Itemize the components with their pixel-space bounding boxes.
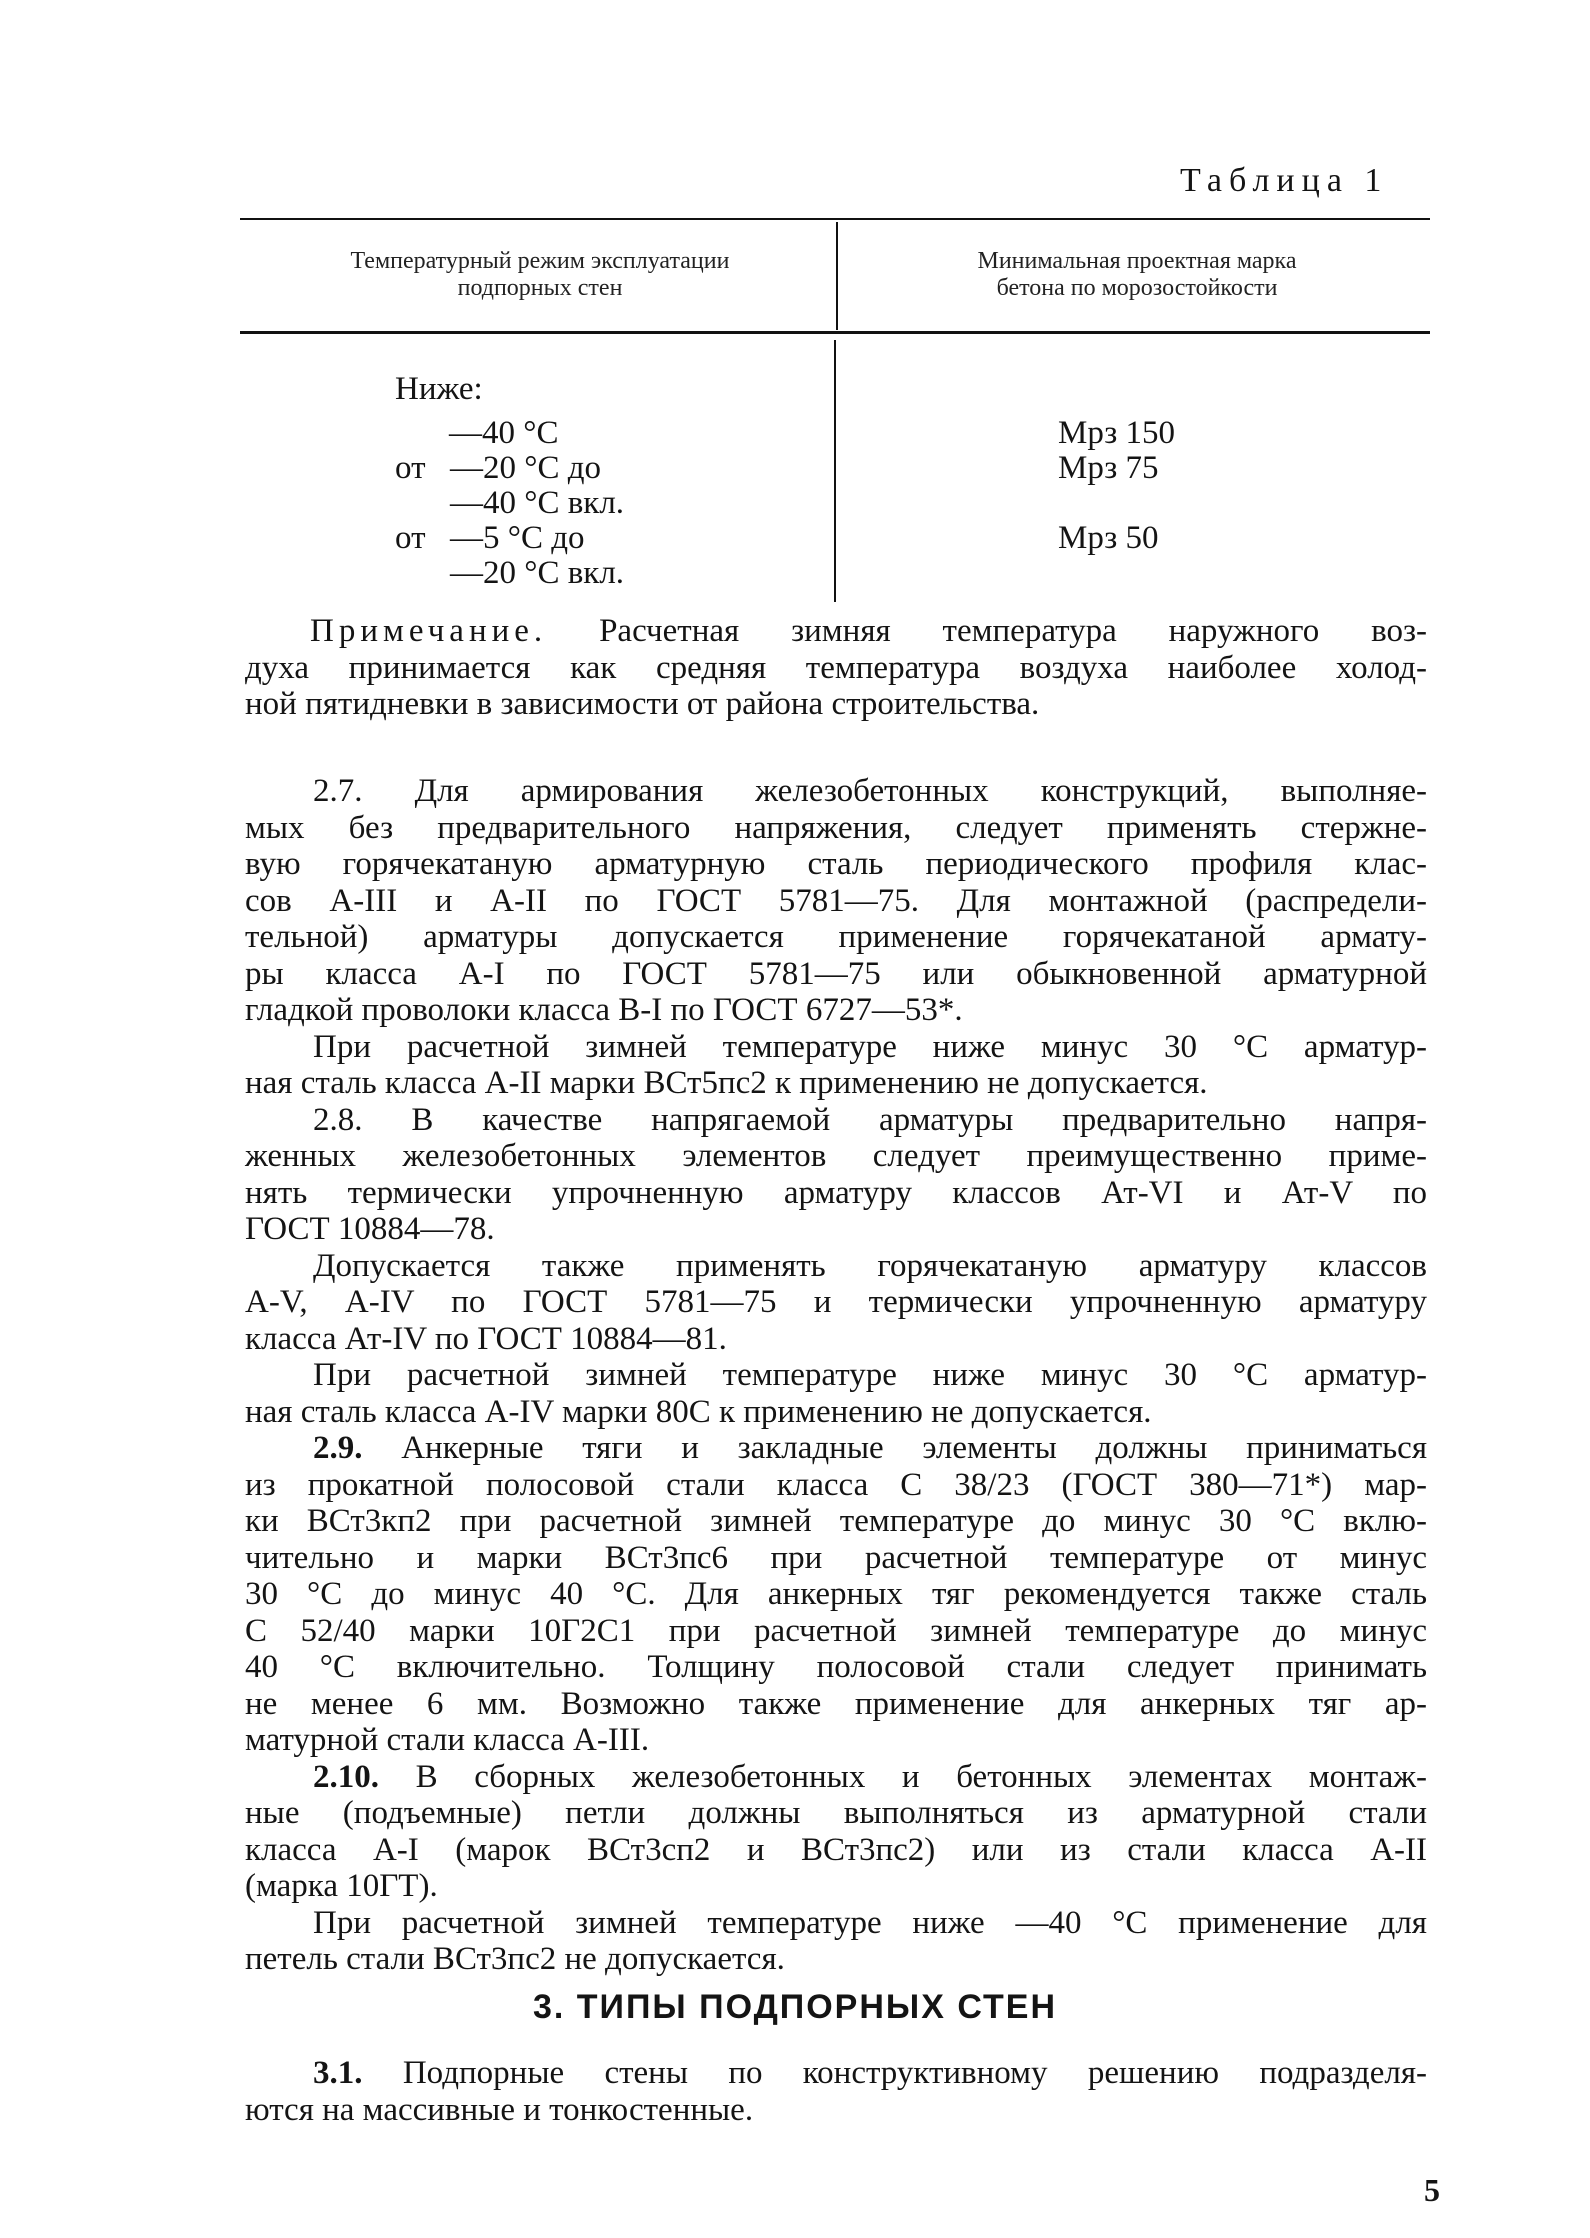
table-note: [245, 613, 1427, 723]
paragraph-line: ная сталь класса А-IV марки 80С к применению не допускается.: [245, 1393, 1152, 1430]
frost-grade: Мрз 150: [1058, 415, 1176, 451]
header-right-line: бетона по морозостойкости: [996, 275, 1278, 301]
paragraph-line: Допускается также применять горячекатаную арматуру классов: [313, 1247, 1427, 1284]
paragraph-line: 40 °С включительно. Толщину полосовой стали следует принимать: [245, 1649, 1427, 1685]
temperature-prefix: от: [395, 450, 426, 486]
paragraph-line: 2.8. В качестве напрягаемой арматуры предварительно напря-: [313, 1101, 1427, 1138]
body-column-divider: [834, 340, 836, 602]
frost-grade: Мрз 50: [1058, 520, 1159, 556]
note-line: Примечание. Расчетная зимняя температура наружного воз-: [310, 613, 1427, 649]
paragraph-line: ГОСТ 10884—78.: [245, 1211, 495, 1247]
header-column-divider: [836, 222, 838, 330]
frost-grade: Мрз 75: [1058, 450, 1159, 486]
paragraph-line: ная сталь класса А-II марки ВСт5пс2 к применению не допускается.: [245, 1065, 1208, 1101]
temperature-value: —20 °С до: [450, 450, 601, 486]
header-right-line: Минимальная проектная марка: [977, 248, 1297, 274]
table-body-left: [395, 372, 624, 591]
paragraph-line: 2.10. В сборных железобетонных и бетонных элементах монтаж-: [313, 1758, 1428, 1795]
paragraph-line: класса А-I (марок ВСт3сп2 и ВСт3пс2) или из стали класса А-II: [245, 1831, 1427, 1868]
table-body-right: [1058, 416, 1175, 556]
paragraph-line: класса Ат-IV по ГОСТ 10884—81.: [245, 1320, 727, 1357]
temperature-value: —40 °С вкл.: [450, 485, 625, 521]
paragraph-line: 2.7. Для армирования железобетонных конструкций, выполняе-: [313, 773, 1428, 809]
paragraph-line: При расчетной зимней температуре ниже минус 30 °С арматур-: [313, 1028, 1427, 1065]
paragraph-line: 30 °С до минус 40 °С. Для анкерных тяг рекомендуется также сталь: [245, 1576, 1427, 1612]
paragraph-line: 3.1. Подпорные стены по конструктивному решению подразделя-: [313, 2055, 1427, 2091]
paragraph-line: При расчетной зимней температуре ниже —40 °С применение для: [313, 1904, 1427, 1941]
paragraph-number: 2.8.: [313, 1101, 363, 1138]
temperature-value: —40 °С: [449, 415, 559, 451]
paragraph-line: мых без предварительного напряжения, следует применять стержне-: [245, 809, 1427, 846]
paragraph-line: С 52/40 марки 10Г2С1 при расчетной зимней температуре до минус: [245, 1612, 1427, 1649]
paragraph-line: ные (подъемные) петли должны выполняться из арматурной стали: [245, 1795, 1427, 1831]
temperature-prefix: от: [395, 520, 426, 556]
paragraph-line: женных железобетонных элементов следует преимущественно приме-: [245, 1138, 1427, 1174]
table-caption: Таблица 1: [1180, 162, 1389, 199]
temperature-row: [395, 556, 624, 591]
table-header-rule: [240, 331, 1430, 334]
section-text: [245, 2055, 1427, 2128]
paragraph-line: (марка 10ГТ).: [245, 1868, 438, 1904]
header-left-line: подпорных стен: [457, 275, 623, 301]
paragraph-number: 2.9.: [313, 1430, 363, 1466]
paragraph-line: При расчетной зимней температуре ниже минус 30 °С арматур-: [313, 1357, 1427, 1393]
frost-grade: [1058, 486, 1175, 521]
paragraph-line: сов А-III и А-II по ГОСТ 5781—75. Для монтажной (распредели-: [245, 882, 1427, 919]
header-left-cell: [250, 248, 830, 302]
paragraph-line: ки ВСт3кп2 при расчетной зимней температуре до минус 30 °С вклю-: [245, 1503, 1427, 1539]
paragraph-number: 2.10.: [313, 1758, 379, 1795]
paragraph-number: 2.7.: [313, 773, 363, 809]
paragraph-line: тельной) арматуры допускается применение горячекатаной армату-: [245, 919, 1427, 955]
note-line: духа принимается как средняя температура воздуха наиболее холод-: [245, 649, 1427, 686]
paragraph-line: А-V, А-IV по ГОСТ 5781—75 и термически упрочненную арматуру: [245, 1284, 1427, 1320]
body-text: [245, 773, 1427, 1978]
paragraph-line: чительно и марки ВСт3пс6 при расчетной температуре от минус: [245, 1539, 1427, 1576]
temperature-value: —5 °С до: [450, 520, 585, 556]
paragraph-line: не менее 6 мм. Возможно также применение для анкерных тяг ар-: [245, 1685, 1427, 1722]
page-number: 5: [1424, 2172, 1440, 2208]
paragraph-line: нять термически упрочненную арматуру классов Ат-VI и Ат-V по: [245, 1174, 1427, 1211]
temperature-row: [395, 416, 624, 451]
paragraph-line: ры класса А-I по ГОСТ 5781—75 или обыкновенной арматурной: [245, 955, 1427, 992]
paragraph-line: 2.9. Анкерные тяги и закладные элементы должны приниматься: [313, 1430, 1428, 1466]
paragraph-line: из прокатной полосовой стали класса С 38/23 (ГОСТ 380—71*) мар-: [245, 1466, 1427, 1503]
temperature-row: [395, 521, 624, 556]
header-left-line: Температурный режим эксплуатации: [350, 248, 730, 274]
paragraph-line: петель стали ВСт3пс2 не допускается.: [245, 1941, 785, 1977]
paragraph-line: матурной стали класса А-III.: [245, 1722, 650, 1758]
temperature-row: [395, 451, 624, 486]
table-top-rule: [240, 218, 1430, 220]
header-right-cell: [842, 248, 1432, 302]
temperature-value: —20 °С вкл.: [450, 555, 625, 591]
paragraph-line: вую горячекатаную арматурную сталь периодического профиля клас-: [245, 846, 1427, 882]
temperature-row: [395, 486, 624, 521]
note-line: ной пятидневки в зависимости от района строительства.: [245, 686, 1040, 722]
note-label: Примечание.: [310, 613, 548, 649]
section-heading: 3. ТИПЫ ПОДПОРНЫХ СТЕН: [532, 1988, 1058, 2026]
paragraph-line: гладкой проволоки класса В-I по ГОСТ 6727—53*.: [245, 992, 963, 1028]
left-title: Ниже:: [395, 371, 483, 407]
paragraph-line: ются на массивные и тонкостенные.: [245, 2091, 754, 2128]
paragraph-number: 3.1.: [313, 2055, 363, 2091]
